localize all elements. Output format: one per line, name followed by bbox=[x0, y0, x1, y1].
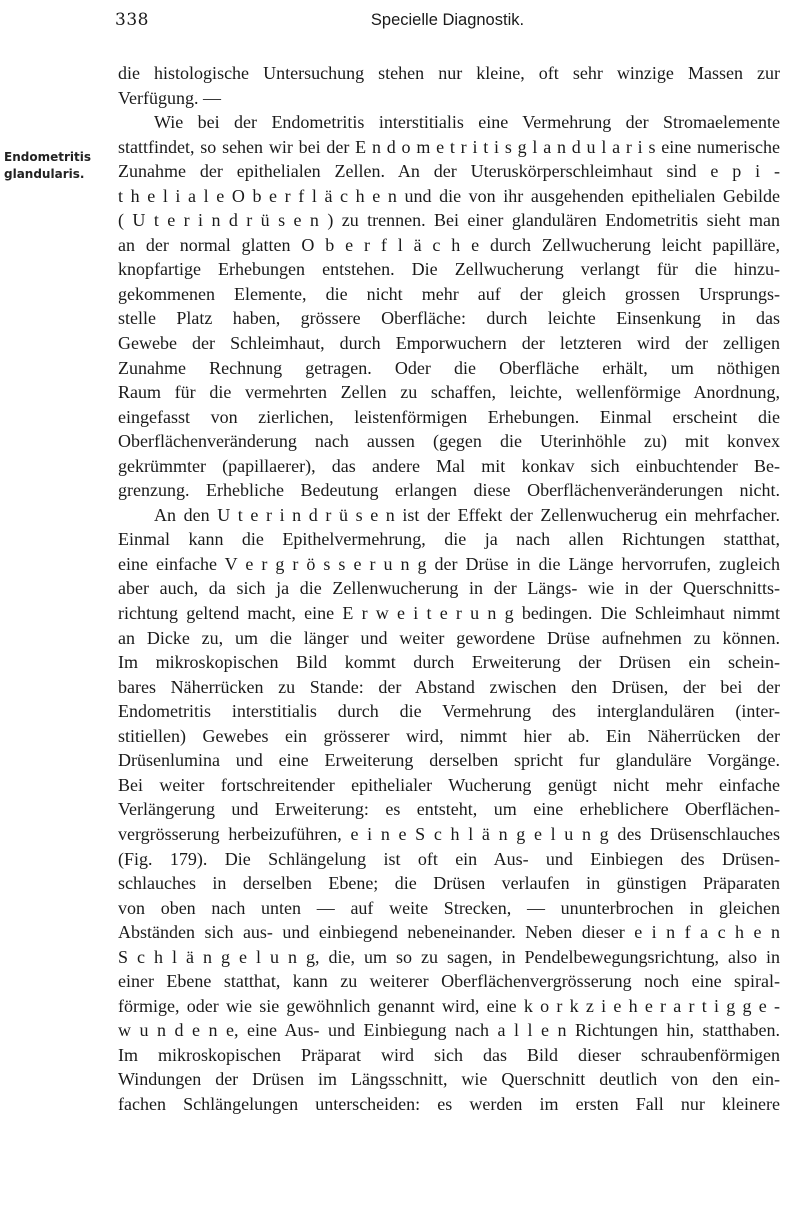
text-line: Im mikroskopischen Bild kommt durch Erweiterung der Drüsen ein schein- bbox=[118, 652, 780, 673]
text-line: t h e l i a l e O b e r f l ä c h e n und die von ihr ausgehenden epithelialen Gebilde bbox=[118, 185, 780, 206]
text-line: fachen Schlängelungen unterscheiden: es werden im ersten Fall nur kleinere bbox=[118, 1093, 780, 1114]
text-line: Einmal kann die Epithelvermehrung, die ja nach allen Richtungen statthat, bbox=[118, 529, 780, 550]
text-line: Verlängerung und Erweiterung: es entsteht, um eine erheblichere Oberflächen- bbox=[118, 799, 780, 820]
text-line: schlauches in derselben Ebene; die Drüsen verlaufen in günstigen Präparaten bbox=[118, 873, 780, 894]
text-line: Verfügung. — bbox=[118, 87, 221, 108]
text-line: Oberflächenveränderung nach aussen (gegen die Uterinhöhle zu) mit konvex bbox=[118, 431, 780, 452]
margin-note-line-2: glandularis. bbox=[4, 167, 85, 181]
text-line: grenzung. Erhebliche Bedeutung erlangen diese Oberflächenveränderungen nicht. bbox=[118, 480, 780, 501]
text-line: einer Ebene statthat, kann zu weiterer Oberflächenvergrösserung noch eine spiral- bbox=[118, 971, 780, 992]
text-line: die histologische Untersuchung stehen nur kleine, oft sehr winzige Massen zur bbox=[118, 63, 780, 83]
text-line: (Fig. 179). Die Schlängelung ist oft ein Aus- und Einbiegen des Drüsen- bbox=[118, 848, 780, 869]
running-head: Specielle Diagnostik. bbox=[370, 11, 525, 29]
text-line: gekommenen Elemente, die nicht mehr auf der gleich grossen Ursprungs- bbox=[118, 283, 780, 304]
text-line: stelle Platz haben, grössere Oberfläche: durch leichte Einsenkung in das bbox=[118, 308, 780, 329]
text-line: Gewebe der Schleimhaut, durch Emporwuchern der letzteren wird der zelligen bbox=[118, 333, 780, 354]
text-line: gekrümmter (papillaerer), das andere Mal mit konkav sich einbuchtender Be- bbox=[118, 455, 780, 476]
text-line: Wie bei der Endometritis interstitialis eine Vermehrung der Stromaelemente bbox=[154, 112, 780, 133]
page-header bbox=[115, 10, 780, 38]
text-line: von oben nach unten — auf weite Strecken, — ununterbrochen in gleichen bbox=[118, 897, 780, 918]
text-line: eine einfache V e r g r ö s s e r u n g der Drüse in die Länge hervorrufen, zugleich bbox=[118, 553, 780, 574]
body-text bbox=[118, 61, 780, 1117]
text-line: An den U t e r i n d r ü s e n ist der Effekt der Zellenwucherug ein mehrfacher. bbox=[154, 504, 780, 525]
text-line: stattfindet, so sehen wir bei der E n d o m e t r i t i s g l a n d u l a r i s eine numerische bbox=[118, 136, 780, 157]
text-line: vergrösserung herbeizuführen, e i n e S c h l ä n g e l u n g des Drüsenschlauches bbox=[118, 823, 780, 844]
text-line: Drüsenlumina und eine Erweiterung derselben spricht fur glanduläre Vorgänge. bbox=[118, 750, 780, 771]
page-number: 338 bbox=[115, 10, 149, 30]
text-line: S c h l ä n g e l u n g, die, um so zu sagen, in Pendelbewegungsrichtung, also in bbox=[118, 946, 780, 967]
text-line: richtung geltend macht, eine E r w e i t e r u n g bedingen. Die Schleimhaut nimmt bbox=[118, 603, 780, 624]
text-line: knopfartige Erhebungen entstehen. Die Zellwucherung verlangt für die hinzu- bbox=[118, 259, 780, 280]
text-line: förmige, oder wie sie gewöhnlich genannt wird, eine k o r k z i e h e r a r t i g g e - bbox=[118, 995, 780, 1016]
text-line: stitiellen) Gewebes ein grösserer wird, nimmt hier ab. Ein Näherrücken der bbox=[118, 725, 780, 746]
text-line: an der normal glatten O b e r f l ä c h e durch Zellwucherung leicht papilläre, bbox=[118, 234, 780, 255]
text-line: Raum für die vermehrten Zellen zu schaffen, leichte, wellenförmige Anordnung, bbox=[118, 382, 780, 403]
margin-note-line-1: Endometritis bbox=[4, 150, 91, 164]
text-line: w u n d e n e, eine Aus- und Einbiegung nach a l l e n Richtungen hin, statthaben. bbox=[118, 1020, 780, 1041]
text-line: Bei weiter fortschreitender epithelialer Wucherung genügt nicht mehr einfache bbox=[118, 774, 780, 795]
text-line: an Dicke zu, um die länger und weiter gewordene Drüse aufnehmen zu können. bbox=[118, 627, 780, 648]
text-line: bares Näherrücken zu Stande: der Abstand zwischen den Drüsen, der bei der bbox=[118, 676, 780, 697]
text-line: Im mikroskopischen Präparat wird sich das Bild dieser schraubenförmigen bbox=[118, 1044, 780, 1065]
text-line: Endometritis interstitialis durch die Vermehrung des interglandulären (inter- bbox=[118, 701, 780, 722]
text-line: aber auch, da sich ja die Zellenwucherung in der Längs- wie in der Querschnitts- bbox=[118, 578, 780, 599]
text-line: Zunahme der epithelialen Zellen. An der Uteruskörperschleimhaut sind e p i - bbox=[118, 161, 780, 182]
margin-note bbox=[4, 149, 114, 183]
text-line: Abständen sich aus- und einbiegend nebeneinander. Neben dieser e i n f a c h e n bbox=[118, 922, 780, 943]
text-line: Zunahme Rechnung getragen. Oder die Oberfläche erhält, um nöthigen bbox=[118, 357, 780, 378]
text-line: eingefasst von zierlichen, leistenförmigen Erhebungen. Einmal erscheint die bbox=[118, 406, 780, 427]
text-line: ( U t e r i n d r ü s e n ) zu trennen. Bei einer glandulären Endometritis sieht man bbox=[118, 210, 780, 231]
text-line: Windungen der Drüsen im Längsschnitt, wie Querschnitt deutlich von den ein- bbox=[118, 1069, 780, 1090]
